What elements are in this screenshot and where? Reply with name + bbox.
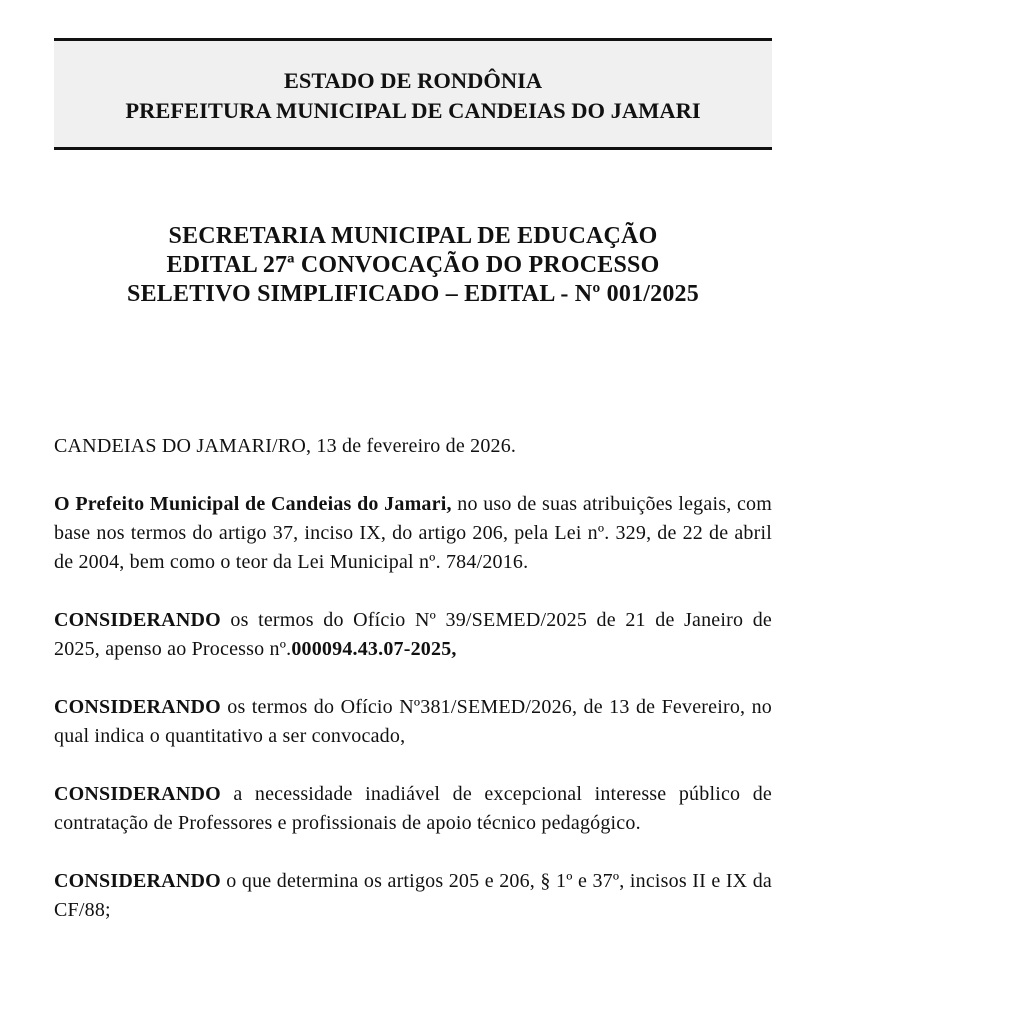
considerando-keyword: CONSIDERANDO [54, 609, 221, 631]
document-header [54, 38, 772, 150]
header-prefecture: PREFEITURA MUNICIPAL DE CANDEIAS DO JAMARI [125, 98, 701, 123]
considerando-text: os termos do Ofício Nº 39/SEMED/2025 de 21 de Janeiro de 2025, apenso ao Processo nº. [54, 609, 772, 660]
considerando-keyword: CONSIDERANDO [54, 783, 221, 805]
considerando-text: os termos do Ofício Nº381/SEMED/2026, de 13 de Fevereiro, no qual indica o quantitativo a ser convocado, [54, 696, 772, 747]
considerando-paragraph-1 [54, 606, 772, 664]
document-body [54, 432, 772, 925]
considerando-text: a necessidade inadiável de excepcional interesse público de contratação de Professores e profissionais de apoio técnico pedagógico. [54, 783, 772, 834]
document-title [54, 222, 772, 309]
intro-bold: O Prefeito Municipal de Candeias do Jamari, [54, 493, 452, 515]
title-line-1: SECRETARIA MUNICIPAL DE EDUCAÇÃO [168, 223, 658, 249]
considerando-paragraph-3 [54, 780, 772, 838]
considerando-keyword: CONSIDERANDO [54, 696, 221, 718]
considerando-keyword: CONSIDERANDO [54, 870, 221, 892]
considerando-paragraph-4 [54, 867, 772, 925]
considerando-text: o que determina os artigos 205 e 206, § 1º e 37º, incisos II e IX da CF/88; [54, 870, 772, 921]
title-line-2: EDITAL 27ª CONVOCAÇÃO DO PROCESSO [166, 252, 660, 278]
title-line-3: SELETIVO SIMPLIFICADO – EDITAL - Nº 001/2025 [127, 281, 699, 307]
date-line: CANDEIAS DO JAMARI/RO, 13 de fevereiro de 2026. [54, 435, 517, 457]
intro-paragraph [54, 490, 772, 577]
header-state: ESTADO DE RONDÔNIA [283, 68, 543, 93]
intro-text: no uso de suas atribuições legais, com base nos termos do artigo 37, inciso IX, do artigo 206, pela Lei nº. 329, de 22 de abril de 2004, bem como o teor da Lei Municipal nº. 784/2016. [54, 493, 773, 573]
process-number: 000094.43.07-2025, [291, 638, 457, 660]
considerando-paragraph-2 [54, 693, 772, 751]
